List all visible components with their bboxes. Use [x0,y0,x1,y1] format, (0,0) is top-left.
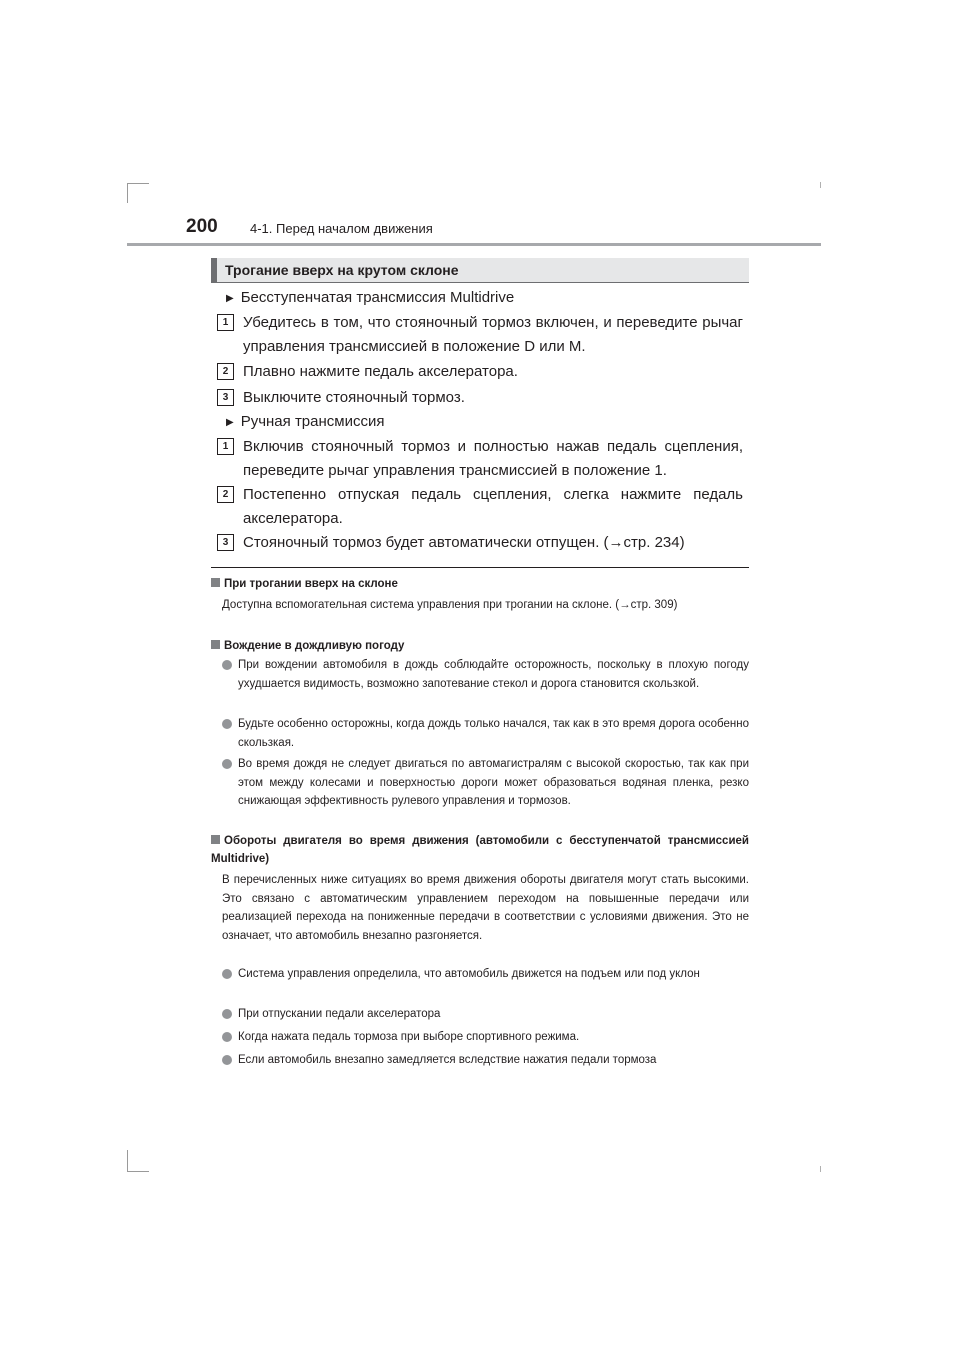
subheading-multidrive-text: Бесступенчатая трансмиссия Multidrive [240,289,515,306]
section-heading-bar [211,258,217,282]
bullet-text: Во время дождя не следует двигаться по автомагистралям с высокой скоростью, так как при этом между колесами и поверхностью дороги может образоваться водяная пленка, резко снижающая эффективность рулевого управления и тормозов. [238,758,749,807]
bullet-item [222,965,749,984]
step-number-box: 2 [217,486,234,503]
circle-bullet-icon [222,969,232,979]
subheading-multidrive [226,289,514,306]
triangle-arrow-icon: ▶ [226,417,234,428]
step-text: Постепенно отпуская педаль сцепления, слегка нажмите педаль акселератора. [243,486,743,527]
note-heading-rpm [211,832,749,868]
notes-divider [211,567,749,568]
note-heading-text: Обороты двигателя во время движения (автомобили с бесступенчатой трансмиссией Multidrive) [211,835,749,865]
step-number-box: 3 [217,534,234,551]
header-rule [127,243,821,246]
note-heading-text: Вождение в дождливую погоду [224,640,405,652]
step-text: Стояночный тормоз будет автоматически отпущен. (→стр. 234) [243,534,685,551]
section-title: 4-1. Перед началом движения [250,221,433,236]
step-number-box: 1 [217,314,234,331]
bullet-text: При вождении автомобиля в дождь соблюдайте осторожность, поскольку в плохую погоду ухудшается видимость, возможно запотевание стекол и дорога становится скользкой. [238,659,749,690]
page-number: 200 [186,216,218,237]
bullet-item [222,1028,749,1047]
step-text: Убедитесь в том, что стояночный тормоз включен, и переведите рычаг управления трансмиссией в положение D или M. [243,314,743,355]
note-paragraph: Доступна вспомогательная система управления при трогании на склоне. (→стр. 309) [222,599,678,611]
circle-bullet-icon [222,1032,232,1042]
bullet-item [222,1051,749,1070]
square-bullet-icon [211,578,220,587]
bullet-item [222,715,749,752]
step-text: Плавно нажмите педаль акселератора. [243,363,518,380]
crop-mark-bottom-left-v [127,1150,128,1172]
note-heading-text: При трогании вверх на склоне [224,578,398,590]
bullet-text: Будьте особенно осторожны, когда дождь только начался, так как в это время дорога особенно скользкая. [238,718,749,749]
circle-bullet-icon [222,660,232,670]
step-text: Включив стояночный тормоз и полностью нажав педаль сцепления, переведите рычаг управления трансмиссией в положение 1. [243,438,743,479]
circle-bullet-icon [222,719,232,729]
note-paragraph: В перечисленных ниже ситуациях во время движения обороты двигателя могут стать высокими. Это связано с автоматическим управлением переходом на повышенные передачи или реализацией перехода на пониженные передачи в соответствии с условиями движения. Это не означает, что автомобиль внезапно разгоняется. [222,874,749,942]
bullet-item [222,1005,749,1024]
step-text: Выключите стояночный тормоз. [243,389,465,406]
crop-mark-bottom-left-h [127,1171,149,1172]
step-number-box: 2 [217,363,234,380]
circle-bullet-icon [222,1009,232,1019]
bullet-item [222,656,749,693]
step-number-box: 3 [217,389,234,406]
bullet-item [222,755,749,811]
triangle-arrow-icon: ▶ [226,293,234,304]
bullet-text: Если автомобиль внезапно замедляется вследствие нажатия педали тормоза [238,1054,657,1066]
section-heading: Трогание вверх на крутом склоне [225,262,459,278]
bullet-text: При отпускании педали акселератора [238,1008,441,1020]
bullet-text: Когда нажата педаль тормоза при выборе спортивного режима. [238,1031,580,1043]
subheading-manual [226,413,384,430]
step-number-box: 1 [217,438,234,455]
crop-mark-top-left-v [127,183,128,203]
circle-bullet-icon [222,1055,232,1065]
crop-mark-top-right [820,182,821,188]
note-heading-hill-start [211,575,749,593]
subheading-manual-text: Ручная трансмиссия [240,413,385,430]
note-heading-rain [211,637,749,655]
bullet-text: Система управления определила, что автомобиль движется на подъем или под уклон [238,968,700,980]
square-bullet-icon [211,835,220,844]
circle-bullet-icon [222,759,232,769]
crop-mark-bottom-right [820,1166,821,1172]
crop-mark-top-left-h [127,183,149,184]
square-bullet-icon [211,640,220,649]
section-heading-box [211,258,749,283]
